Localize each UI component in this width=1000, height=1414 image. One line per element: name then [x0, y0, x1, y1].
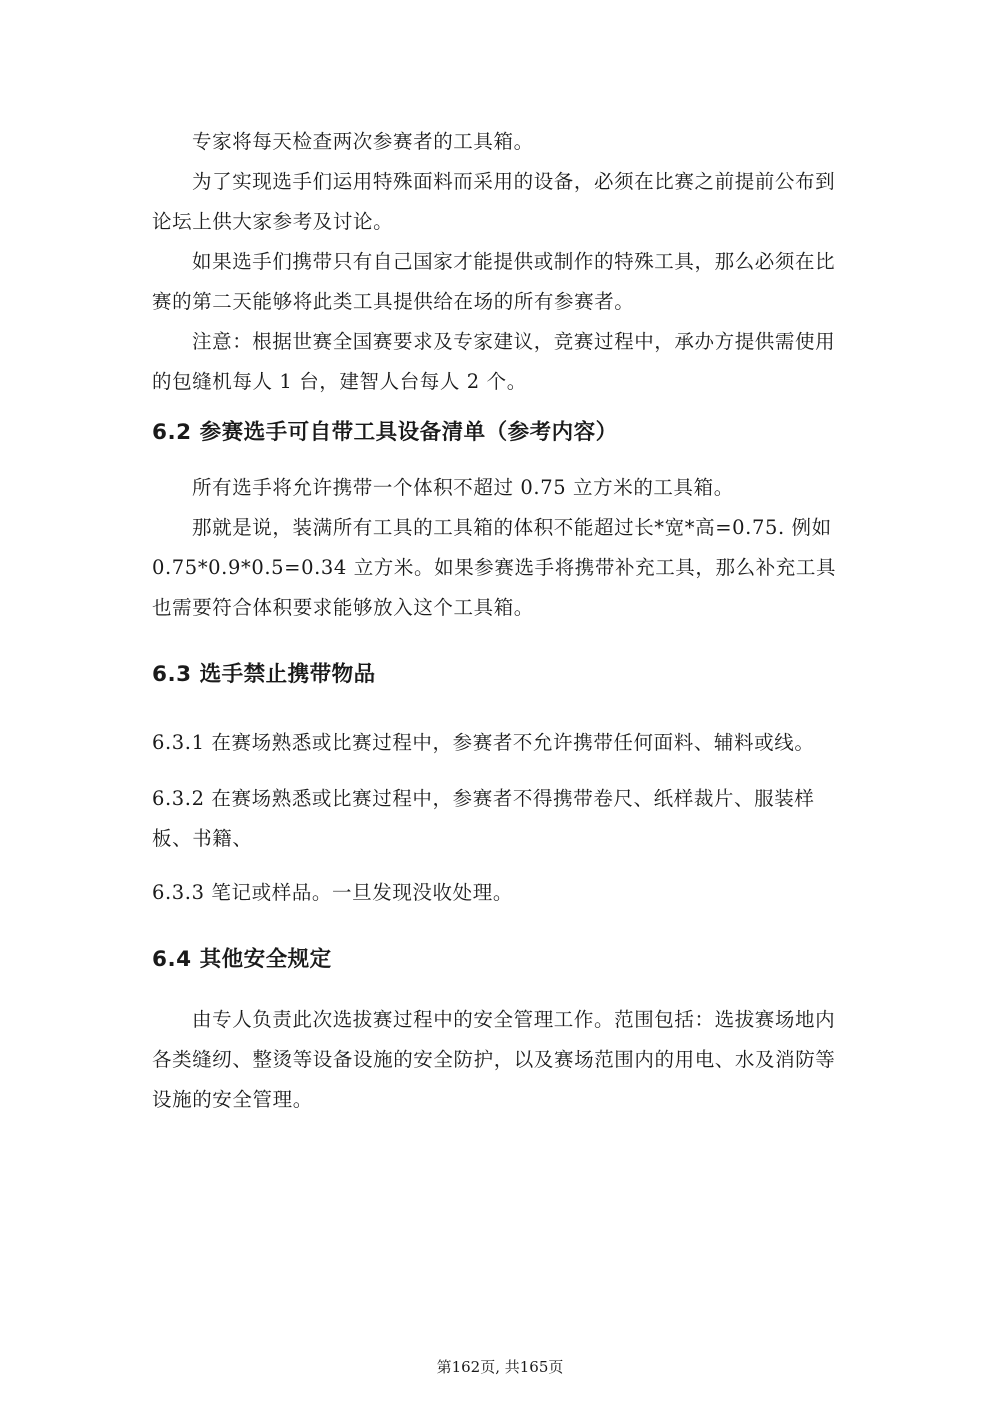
intro-paragraph-3: 如果选手们携带只有自己国家才能提供或制作的特殊工具，那么必须在比赛的第二天能够将此类工具提供给在场的所有参赛者。 [152, 250, 836, 313]
intro-paragraph-4: 注意：根据世赛全国赛要求及专家建议，竞赛过程中，承办方提供需使用的包缝机每人 1 台，建智人台每人 2 个。 [152, 330, 836, 393]
section-6-3-heading: 6.3 选手禁止携带物品 [152, 662, 376, 687]
section-6-3-item-1: 6.3.1 在赛场熟悉或比赛过程中，参赛者不允许携带任何面料、辅料或线。 [152, 731, 815, 754]
section-6-3-item-2: 6.3.2 在赛场熟悉或比赛过程中，参赛者不得携带卷尺、纸样裁片、服装样板、书籍、 [152, 787, 815, 850]
intro-paragraph-1: 专家将每天检查两次参赛者的工具箱。 [192, 130, 534, 153]
section-6-4-paragraph-1: 由专人负责此次选拔赛过程中的安全管理工作。范围包括：选拔赛场地内各类缝纫、整烫等设备设施的安全防护，以及赛场范围内的用电、水及消防等设施的安全管理。 [152, 1008, 836, 1111]
intro-paragraph-2: 为了实现选手们运用特殊面料而采用的设备，必须在比赛之前提前公布到论坛上供大家参考及讨论。 [152, 170, 836, 233]
section-6-3-item-3: 6.3.3 笔记或样品。一旦发现没收处理。 [152, 881, 513, 904]
section-6-2-paragraph-1: 所有选手将允许携带一个体积不超过 0.75 立方米的工具箱。 [192, 476, 734, 499]
section-6-2-paragraph-2: 那就是说，装满所有工具的工具箱的体积不能超过长*宽*高=0.75. 例如 0.75*0.9*0.5=0.34 立方米。如果参赛选手将携带补充工具，那么补充工具也需要符合体积要求能够放入这个工具箱。 [152, 516, 837, 619]
section-6-2-heading: 6.2 参赛选手可自带工具设备清单（参考内容） [152, 420, 618, 445]
section-6-4-heading: 6.4 其他安全规定 [152, 947, 332, 972]
page-number-footer: 第162页, 共165页 [436, 1358, 564, 1376]
